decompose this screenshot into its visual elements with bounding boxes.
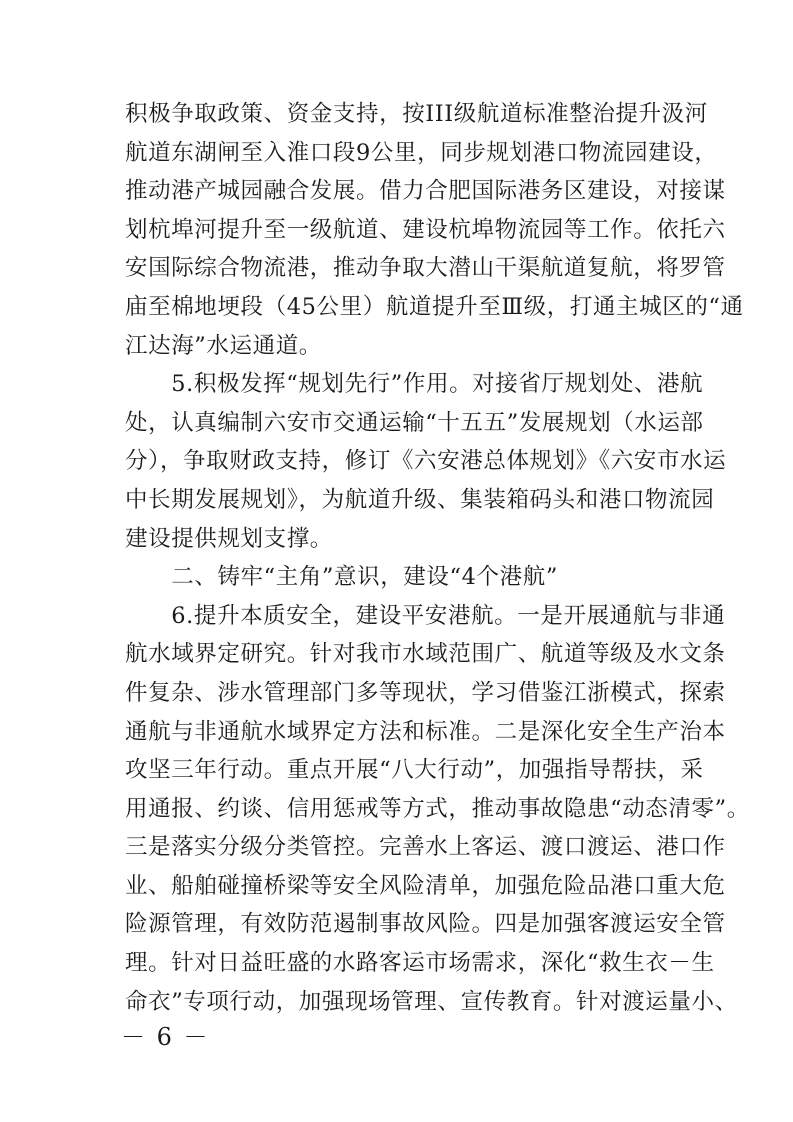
text-line: 命衣”专项行动，加强现场管理、宣传教育。针对渡运量小、 xyxy=(125,988,738,1015)
text-line: 6.提升本质安全，建设平安港航。一是开展通航与非通 xyxy=(125,602,726,629)
text-line: 庙至棉地埂段（45公里）航道提升至Ⅲ级，打通主城区的“通 xyxy=(125,293,744,320)
text-line: 处，认真编制六安市交通运输“十五五”发展规划（水运部 xyxy=(125,409,704,436)
text-line: 航道东湖闸至入淮口段9公里，同步规划港口物流园建设， xyxy=(125,139,718,166)
body-text xyxy=(125,95,750,1021)
text-line: 安国际综合物流港，推动争取大潜山干渠航道复航，将罗管 xyxy=(125,255,726,282)
text-line: 分），争取财政支持，修订《六安港总体规划》《六安市水运 xyxy=(125,448,727,475)
text-line: 中长期发展规划》，为航道升级、集装箱码头和港口物流园 xyxy=(125,486,715,513)
text-line: 业、船舶碰撞桥梁等安全风险清单，加强危险品港口重大危 xyxy=(125,872,726,899)
text-line: 划杭埠河提升至一级航道、建设杭埠物流园等工作。依托六 xyxy=(125,216,726,243)
page-number: － 6 － xyxy=(121,1023,210,1051)
text-line: 理。针对日益旺盛的水路客运市场需求，深化“救生衣－生 xyxy=(125,950,715,977)
text-line: 积极争取政策、资金支持，按III级航道标准整治提升汲河 xyxy=(125,101,708,127)
text-line: 攻坚三年行动。重点开展“八大行动”，加强指导帮扶，采 xyxy=(125,757,704,784)
text-line: 5.积极发挥“规划先行”作用。对接省厅规划处、港航 xyxy=(125,371,704,398)
text-line: 险源管理，有效防范遏制事故风险。四是加强客渡运安全管 xyxy=(125,911,726,938)
text-line: 江达海”水运通道。 xyxy=(125,332,322,359)
text-line: 用通报、约谈、信用惩戒等方式，推动事故隐患“动态清零”。 xyxy=(125,795,750,822)
text-line: 推动港产城园融合发展。借力合肥国际港务区建设，对接谋 xyxy=(125,178,726,205)
text-line: 通航与非通航水域界定方法和标准。二是深化安全生产治本 xyxy=(125,718,726,745)
text-line: 二、铸牢“主角”意识，建设“4个港航” xyxy=(125,564,558,591)
text-line: 航水域界定研究。针对我市水域范围广、航道等级及水文条 xyxy=(125,641,726,668)
text-line: 建设提供规划支撑。 xyxy=(125,525,333,552)
text-line: 三是落实分级分类管控。完善水上客运、渡口渡运、港口作 xyxy=(125,834,726,861)
text-line: 件复杂、涉水管理部门多等现状，学习借鉴江浙模式，探索 xyxy=(125,679,726,706)
